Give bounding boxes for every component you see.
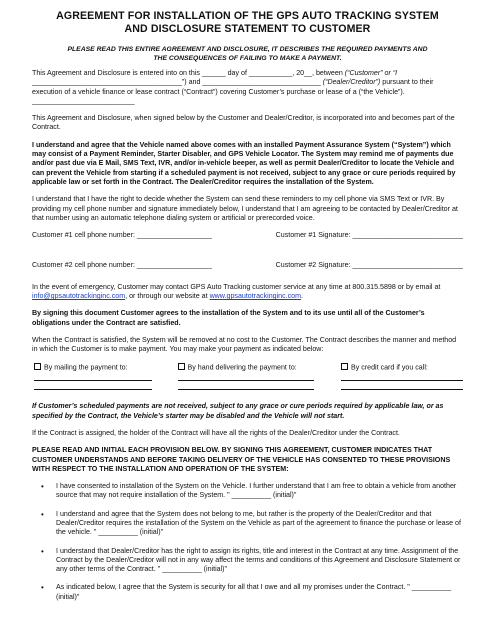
hand-address-line-1[interactable] <box>178 372 314 381</box>
card-phone-line-1[interactable] <box>341 372 463 381</box>
emergency-text-1: In the event of emergency, Customer may contact GPS Auto Tracking customer service at any time at 800.315.5898 or by email at <box>32 282 441 291</box>
hand-option-label: By hand delivering the payment to: <box>187 363 297 372</box>
system-disclosure-paragraph: I understand and agree that the Vehicle named above comes with an installed Payment Assurance System (“System”) which may consist of a Payment Reminder, Starter Disabler, and GPS Vehicle Locator. The System may remind me of payments due and/or past due via E Mail, SMS Text, IVR, and/or in-vehicle beeper, as well as permit Dealer/Creditor to locate the Vehicle and can prevent the Vehicle from starting if a scheduled payment is not received, subject to any grace or cure periods required by applicable law or set forth in the Contract. The Dealer/Creditor requires the installation of the System. <box>32 140 456 186</box>
mail-checkbox[interactable] <box>34 363 41 370</box>
customer-1-signature-field[interactable]: Customer #1 Signature: ____________________________ <box>275 231 463 240</box>
payment-options <box>32 363 463 391</box>
card-phone-line-2[interactable] <box>341 381 463 390</box>
provision-item: • I understand and agree that the System does not belong to me, but rather is the property of the Dealer/Creditor and that Dealer/Creditor requires the installation of the System on the Vehicle as part of the agreement to finance the purchase or lease of the vehicle. " __________ (initial)" <box>56 510 463 538</box>
customer-1-phone-field[interactable]: Customer #1 cell phone number: ___________________ <box>32 231 212 240</box>
provision-item: • As indicated below, I agree that the System is security for all that I owe and all my promises under the Contract. " __________ (initial)" <box>56 583 463 602</box>
provision-item: • I understand that Dealer/Creditor has the right to assign its rights, title and interest in the Contract at any time. Assignment of the Contract by the Dealer/Creditor will not in any way affect the terms and conditions of this Agreement and Disclosure Statement or any other terms of the Contract. " __________ (initial)" <box>56 547 463 575</box>
customer-2-phone-field[interactable]: Customer #2 cell phone number: ___________________ <box>32 261 212 270</box>
support-email-link[interactable]: info@gpsautotrackinginc.com <box>32 292 126 301</box>
card-option-label: By credit card if you call: <box>351 363 428 372</box>
customer-2-cell-row <box>32 261 463 270</box>
emergency-text-2: , or through our website at <box>125 292 210 301</box>
customer-2-signature-field[interactable]: Customer #2 Signature: ____________________________ <box>275 261 463 270</box>
hand-address-line-2[interactable] <box>178 381 314 390</box>
customer-label: (“Customer” or “I <box>344 69 398 77</box>
credit-card-checkbox[interactable] <box>341 363 348 370</box>
cell-consent-paragraph: I understand that I have the right to decide whether the System can send these reminders to my cell phone via SMS Text or IVR. By providing my cell phone number and signature immediately below, I understand that I am agreeing to be contacted by Dealer/Creditor at that number using an automatic telephone dialing system or artificial or prerecorded voice. <box>32 195 458 222</box>
title-line-1: AGREEMENT FOR INSTALLATION OF THE GPS AUTO TRACKING SYSTEM <box>56 10 439 22</box>
vehicle-blank-line: __________________________ <box>32 96 135 105</box>
payment-option-card <box>341 363 463 391</box>
initial-provisions-heading: PLEASE READ AND INITIAL EACH PROVISION BELOW. BY SIGNING THIS AGREEMENT, CUSTOMER INDICATES THAT CUSTOMER UNDERSTANDS AND BEFORE TAKING DELIVERY OF THE VEHICLE HAS CONSENTED TO THESE PROVISIONS WITH RESPECT TO THE INSTALLATION AND OPERATION OF THE SYSTEM: <box>32 446 451 473</box>
signing-agreement-paragraph: By signing this document Customer agrees to the installation of the System and to its use until all of the Customer’s obligations under the Contract are satisfied. <box>32 309 425 327</box>
hand-delivery-checkbox[interactable] <box>178 363 185 370</box>
read-warning-line-1: PLEASE READ THIS ENTIRE AGREEMENT AND DISCLOSURE, IT DESCRIBES THE REQUIRED PAYMENTS AND <box>67 46 428 53</box>
dealer-label: (“Dealer/Creditor”) <box>322 78 381 87</box>
mail-address-line-2[interactable] <box>34 381 152 390</box>
emergency-text-3: . <box>301 292 304 301</box>
customer-1-cell-row <box>32 231 463 240</box>
contract-satisfied-paragraph: When the Contract is satisfied, the System will be removed at no cost to the Customer. The Contract describes the manner and method in which the Customer is to make payment. You may make your payment as indicated below: <box>32 335 457 354</box>
document-title <box>32 10 463 36</box>
provision-item: • I have consented to installation of the System on the Vehicle. I further understand that I am free to obtain a vehicle from another source that may not require installation of the System. " __________ (initial)" <box>56 482 463 501</box>
intro-text-3: pursuant to their execution of a vehicle finance or lease contract (“Contract”) covering Customer’s purchase or lease of a (“the Vehicle”). <box>32 78 434 96</box>
website-link[interactable]: www.gpsautotrackinginc.com <box>209 292 302 301</box>
read-warning-line-2: THE CONSEQUENCES OF FAILING TO MAKE A PAYMENT. <box>153 55 342 62</box>
starter-disable-warning: If Customer’s scheduled payments are not received, subject to any grace or cure periods required by applicable law, or as specified by the Contract, the Vehicle’s starter may be disabled and the Vehicle will not start. <box>32 402 444 420</box>
contract-assigned-paragraph: If the Contract is assigned, the holder of the Contract will have all the rights of the Dealer/Creditor under the Contract. <box>32 428 400 437</box>
emergency-paragraph <box>32 283 463 302</box>
intro-text-2: ______________________________________”) and ______________________________ <box>32 78 323 87</box>
intro-paragraph <box>32 69 463 106</box>
payment-option-hand <box>178 363 328 391</box>
mail-address-line-1[interactable] <box>34 372 152 381</box>
provisions-list <box>32 482 463 602</box>
payment-option-mail <box>34 363 164 391</box>
mail-option-label: By mailing the payment to: <box>44 363 128 372</box>
incorporated-paragraph: This Agreement and Disclosure, when signed below by the Customer and Dealer/Creditor, is incorporated into and becomes part of the Contract. <box>32 114 455 132</box>
title-line-2: AND DISCLOSURE STATEMENT TO CUSTOMER <box>124 23 371 35</box>
intro-text-1: This Agreement and Disclosure is entered into on this ______ day of ___________, 20__, between <box>32 69 345 77</box>
read-warning <box>32 45 463 63</box>
